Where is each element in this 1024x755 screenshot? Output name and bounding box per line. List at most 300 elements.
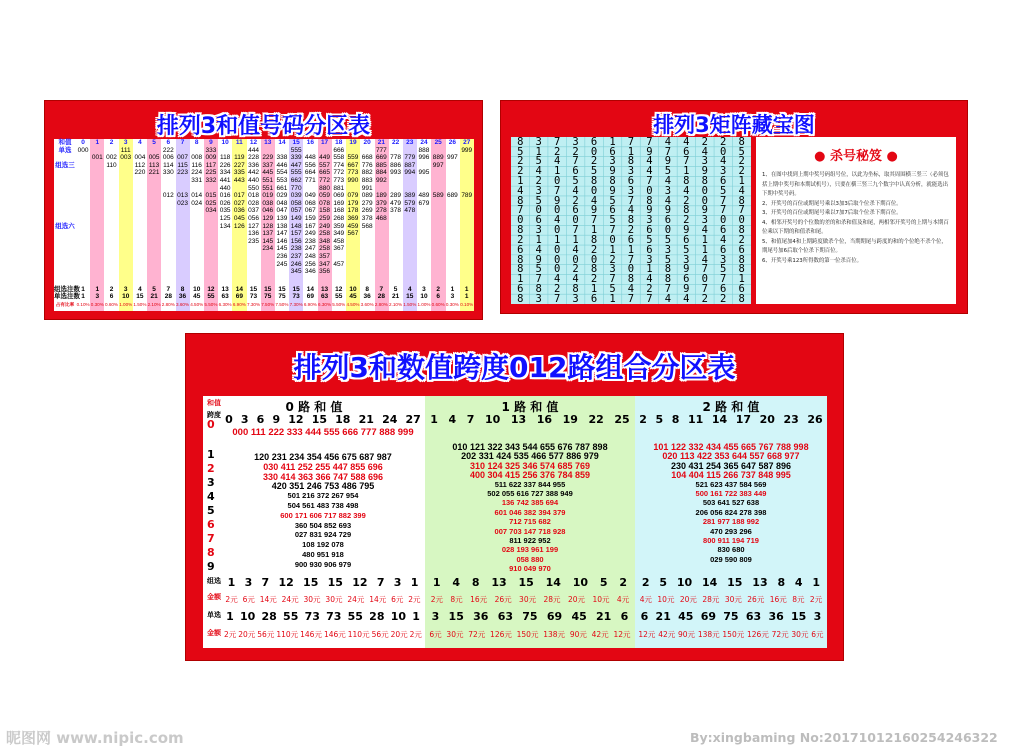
span-label: 0 — [207, 418, 215, 431]
matrix-title: 排列3矩阵藏宝图 — [653, 113, 815, 137]
group-counts-cell: 4 — [794, 576, 803, 589]
combo-cell: 179 — [347, 199, 359, 207]
matrix-cell: 6 — [572, 204, 579, 217]
combo-cell — [119, 230, 133, 238]
combo-cell — [218, 230, 232, 238]
row-label: 单选注数 — [54, 293, 80, 301]
matrix-cell: 7 — [646, 292, 653, 305]
shares-cell: 2.10% — [389, 301, 403, 307]
combo-cell — [133, 238, 147, 246]
matrix-cell: 4 — [646, 155, 653, 168]
combo-row: 028 193 961 199 — [501, 545, 559, 555]
group-costs-cell: 10元 — [592, 595, 610, 604]
matrix-cell: 3 — [683, 253, 690, 266]
tip-item: 1、在图中找到上期中奖号码组号位，以此为坐标，取其周围横三竖三（必须包括上期中奖号和本期试机号），只要在横三竖三九个数字中认真分析，就能选出下期中奖号码。 — [762, 172, 949, 197]
combo-cell: 034 — [205, 207, 217, 215]
combo-cell — [147, 192, 161, 200]
group-costs-cell: 30元 — [303, 595, 321, 604]
combo-cell: 045 — [233, 214, 245, 222]
matrix-cell: 0 — [738, 214, 745, 227]
matrix-cell: 5 — [535, 194, 542, 207]
combo-cell — [445, 245, 459, 253]
combo-cell — [459, 268, 474, 276]
single-counts-cell: 28 — [369, 610, 385, 623]
sum-header-cell: 3 — [123, 139, 128, 146]
combo-cell: 339 — [290, 154, 302, 162]
combo-cell — [76, 223, 90, 231]
combo-cell: 169 — [333, 199, 345, 207]
combo-cell: 553 — [276, 176, 288, 184]
matrix-cell: 2 — [609, 253, 616, 266]
combo-cell — [76, 185, 90, 193]
combo-cell: 557 — [319, 161, 330, 169]
group_counts-cell: 1 — [464, 285, 469, 293]
combo-cell — [76, 207, 90, 215]
combo-cell: 887 — [404, 161, 416, 169]
combo-cell: 558 — [333, 154, 345, 162]
combo-cell — [218, 147, 232, 155]
combo-cell — [388, 253, 402, 261]
matrix-cell: 3 — [609, 263, 616, 276]
combo-cell — [90, 261, 104, 269]
single-counts-cell: 73 — [304, 610, 320, 623]
combo-cell — [459, 215, 474, 223]
matrix-cell: 0 — [646, 184, 653, 197]
matrix-cell: 2 — [590, 273, 598, 286]
matrix-cell: 9 — [683, 263, 690, 276]
combo-cell — [175, 268, 189, 276]
matrix-cell: 6 — [609, 145, 616, 158]
sum-header-cell: 1 — [95, 139, 100, 146]
combo-cell — [360, 261, 374, 269]
single-costs-cell: 30元 — [446, 630, 464, 639]
group-counts-cell: 7 — [261, 576, 270, 589]
combo-cell: 156 — [290, 237, 302, 245]
combo-cell — [175, 230, 189, 238]
sum-header-cell: 8 — [194, 139, 199, 146]
matrix-cell: 8 — [609, 175, 616, 187]
group-counts-cell: 15 — [727, 576, 743, 589]
matrix-cell: 8 — [664, 263, 672, 276]
combo-cell: 330 — [162, 169, 174, 177]
combo-cell — [232, 253, 246, 261]
group_costs-row — [223, 594, 423, 605]
combo-cell — [190, 230, 204, 238]
combo-cell — [374, 245, 388, 253]
matrix-cell: 0 — [720, 145, 727, 158]
matrix-cell: 0 — [701, 273, 708, 286]
combo-cell: 444 — [248, 146, 259, 154]
combo-cell — [76, 162, 90, 170]
group-costs-cell: 2元 — [225, 595, 238, 604]
combo-cell — [119, 185, 133, 193]
combo-cell — [161, 223, 175, 231]
combo-cell — [147, 268, 161, 276]
combo-row: 281 977 188 992 — [702, 517, 760, 527]
sum-header-cell: 11 — [235, 139, 243, 146]
shares-cell: 1.50% — [403, 301, 417, 307]
combo-cell — [417, 245, 431, 253]
combo-cell: 345 — [290, 268, 302, 276]
combo-cell: 228 — [248, 154, 259, 162]
matrix-cell: 0 — [590, 253, 598, 266]
group-counts-cell: 5 — [599, 576, 608, 589]
group-counts-cell: 15 — [327, 576, 343, 589]
single-counts-cell: 69 — [700, 610, 717, 623]
single_counts-cell: 10 — [122, 293, 130, 301]
matrix-cell: 3 — [720, 165, 727, 178]
single-counts-cell: 45 — [571, 610, 587, 623]
group-costs-cell: 30元 — [325, 595, 343, 604]
combo-cell — [374, 253, 388, 261]
combo-row: 104 404 115 266 737 848 995 — [671, 470, 791, 481]
matrix-cell: 2 — [738, 233, 745, 246]
combo-cell: 997 — [446, 154, 458, 162]
matrix-cell: 8 — [590, 233, 598, 246]
combo-cell — [403, 238, 417, 246]
group_counts-cell: 5 — [152, 285, 156, 293]
matrix-cell: 4 — [701, 253, 708, 266]
combo-cell: 278 — [375, 207, 387, 215]
combo-row — [54, 200, 474, 208]
combo-cell: 568 — [361, 222, 373, 230]
combo-cell: 334 — [219, 169, 231, 177]
single-costs-cell: 150元 — [722, 630, 745, 639]
combo-cell — [403, 215, 417, 223]
single-costs-cell: 138元 — [543, 630, 566, 639]
sum-header-cell: 20 — [363, 139, 371, 146]
combo-cell: 332 — [205, 176, 217, 184]
sum-value: 20 — [759, 413, 775, 426]
combo-cell: 269 — [361, 207, 373, 215]
combo-cell: 119 — [234, 154, 245, 162]
combo-cell: 046 — [262, 207, 274, 215]
combo-cell — [445, 200, 459, 208]
matrix-cell: 4 — [701, 224, 708, 237]
matrix-cell: 1 — [572, 233, 579, 246]
combo-cell — [445, 207, 459, 215]
section-sum-values — [635, 413, 827, 426]
spacer-row — [54, 276, 474, 286]
matrix-cell: 7 — [701, 263, 708, 276]
matrix-cell: 1 — [535, 233, 542, 246]
combo-cell — [431, 245, 445, 253]
combo-cell: 024 — [191, 199, 203, 207]
sum-header-cell: 19 — [349, 139, 357, 146]
matrix-cell: 4 — [720, 155, 727, 168]
combo-cell: 248 — [304, 252, 316, 260]
combo-cell — [232, 238, 246, 246]
combo-cell — [204, 261, 218, 269]
combo-cell — [332, 268, 346, 276]
combo-cell — [76, 215, 90, 223]
matrix-cell: 7 — [517, 204, 524, 217]
matrix-cell: 9 — [590, 204, 598, 217]
combo-cell — [161, 238, 175, 246]
sum-value: 18 — [335, 413, 351, 426]
single-costs-cell: 110元 — [347, 630, 370, 639]
combo-cell: 225 — [205, 169, 217, 177]
matrix-cell: 3 — [609, 155, 616, 168]
matrix-cell: 3 — [572, 292, 579, 305]
combo-cell: 129 — [262, 214, 274, 222]
group-counts-cell: 4 — [452, 576, 461, 589]
combo-cell — [119, 215, 133, 223]
single_counts-cell: 15 — [136, 293, 144, 301]
group_counts-cell: 7 — [379, 285, 384, 293]
matrix-cell: 1 — [701, 243, 708, 256]
single-costs-cell: 138元 — [697, 630, 720, 639]
combo-row: 058 880 — [516, 554, 544, 564]
combo-cell — [388, 185, 402, 193]
combo-cell: 224 — [191, 169, 203, 177]
group_counts-cell: 15 — [249, 285, 258, 293]
row-label — [54, 253, 76, 261]
matrix-cell: 8 — [517, 224, 524, 237]
combo-cell: 442 — [248, 169, 259, 177]
combo-cell: 037 — [248, 207, 259, 215]
group_counts-cell: 10 — [349, 285, 357, 293]
combo-cell: 113 — [148, 161, 160, 169]
group_counts-cell: 10 — [193, 285, 201, 293]
matrix-cell: 3 — [664, 243, 672, 256]
combo-cell — [388, 177, 402, 185]
combo-cell: 115 — [177, 161, 188, 169]
group_counts-cell: 2 — [436, 285, 440, 293]
matrix-cell: 0 — [701, 184, 708, 197]
matrix-cell: 4 — [535, 165, 542, 178]
matrix-cell: 8 — [517, 253, 524, 266]
combo-cell: 018 — [248, 192, 259, 200]
sum-header-cell: 6 — [166, 139, 171, 146]
combo-cell — [133, 185, 147, 193]
combo-cell — [90, 230, 104, 238]
combo-cell — [190, 207, 204, 215]
matrix-cell: 0 — [609, 233, 616, 246]
combo-cell — [403, 223, 417, 231]
combo-cell — [218, 261, 232, 269]
row-label — [54, 207, 76, 215]
combo-cell: 246 — [290, 260, 302, 268]
combo-cell: 148 — [290, 222, 302, 230]
matrix-cell: 6 — [683, 273, 690, 286]
matrix-cell: 2 — [517, 165, 524, 178]
combo-cell: 667 — [347, 161, 359, 169]
combo-cell: 139 — [276, 214, 288, 222]
matrix-cell: 3 — [535, 292, 542, 305]
combo-row: 310 124 325 346 574 685 769 — [469, 460, 591, 471]
combo-cell — [133, 207, 147, 215]
combo-cell — [346, 261, 360, 269]
group_costs-row — [427, 594, 633, 605]
matrix-cell: 2 — [683, 194, 690, 207]
combo-row — [54, 253, 474, 261]
combo-cell — [76, 200, 90, 208]
single-costs-cell: 72元 — [771, 630, 789, 639]
combo-cell — [76, 253, 90, 261]
single_counts-cell: 69 — [306, 293, 314, 301]
group-counts-cell: 1 — [410, 576, 419, 589]
combo-cell: 227 — [233, 161, 245, 169]
tips-title: ● 杀号秘笈 ● — [756, 145, 956, 164]
combo-cell — [190, 261, 204, 269]
combo-cell — [119, 169, 133, 177]
combo-cell — [190, 253, 204, 261]
shares-cell: 4.50% — [346, 301, 360, 307]
combo-cell — [175, 261, 189, 269]
matrix-cell: 8 — [664, 273, 672, 286]
combo-cell — [431, 238, 445, 246]
combo-cell: 015 — [205, 192, 217, 200]
matrix-cell: 5 — [609, 283, 616, 296]
single_counts-cell: 6 — [436, 293, 440, 301]
matrix-cell: 9 — [646, 204, 653, 217]
combo-cell: 068 — [304, 199, 316, 207]
watermark-right: By:xingbaming No:20171012160254246322 — [690, 730, 998, 745]
single-counts-cell: 28 — [261, 610, 277, 623]
shares-cell: 0.30% — [90, 301, 104, 307]
sum-value: 12 — [288, 413, 304, 426]
sum-value: 26 — [807, 413, 823, 426]
shares-cell: 0.10% — [460, 301, 474, 307]
matrix-cell: 8 — [738, 194, 745, 207]
combo-cell: 126 — [233, 222, 245, 230]
combo-cell — [104, 223, 118, 231]
span-label: 9 — [207, 560, 215, 573]
sum-header-cell: 7 — [180, 139, 185, 146]
combo-cell — [90, 215, 104, 223]
shares-cell: 4.50% — [190, 301, 204, 307]
combo-cell: 550 — [248, 184, 259, 192]
combo-cell — [417, 223, 431, 231]
combo-cell: 069 — [333, 192, 345, 200]
span-label: 7 — [207, 532, 215, 545]
sum-value: 15 — [311, 413, 328, 426]
combo-row: 503 641 527 638 — [702, 498, 760, 508]
combo-row — [54, 162, 474, 170]
matrix-cell: 6 — [664, 214, 672, 227]
combo-row: 010 121 322 343 544 655 676 787 898 — [452, 442, 608, 452]
combo-cell — [246, 253, 260, 261]
combo-cell — [147, 230, 161, 238]
matrix-cell: 6 — [720, 283, 727, 296]
combo-row — [54, 192, 474, 200]
single-costs-cell: 12元 — [613, 630, 631, 639]
row-label — [54, 230, 76, 238]
route-combo-title: 排列3和数值跨度012路组合分区表 — [293, 351, 736, 384]
group-amount-label: 金额 — [207, 593, 221, 601]
shares-cell: 2.80% — [374, 301, 388, 307]
combo-row: 136 742 385 694 — [501, 498, 559, 508]
matrix-cell: 4 — [664, 135, 672, 148]
combo-cell: 357 — [319, 252, 330, 260]
combo-cell: 025 — [205, 199, 217, 207]
matrix-cell: 2 — [572, 263, 579, 276]
single-counts-cell: 75 — [522, 610, 538, 623]
combo-cell: 249 — [319, 222, 330, 230]
combo-cell — [204, 223, 218, 231]
combo-row: 420 351 246 753 486 795 — [271, 481, 375, 492]
combo-cell — [303, 185, 317, 193]
tip-item: 2、开奖号的百位或期尾号乘以3加3后取个位杀下期百位。 — [762, 200, 902, 207]
combo-cell — [175, 253, 189, 261]
shares-cell: 6.90% — [232, 301, 246, 307]
combo-cell — [119, 253, 133, 261]
matrix-cell: 2 — [683, 214, 690, 227]
sum-header-cell: 26 — [448, 139, 456, 146]
combo-cell — [346, 268, 360, 276]
combo-row: 029 590 809 — [710, 554, 752, 564]
combo-cell: 880 — [319, 184, 330, 192]
combo-cell: 772 — [319, 176, 330, 184]
combo-cell — [417, 261, 431, 269]
group-costs-cell: 20元 — [567, 595, 586, 604]
group_counts-cell: 1 — [450, 285, 455, 293]
shares-cell: 0.30% — [445, 301, 459, 307]
matrix-cell: 0 — [553, 243, 561, 256]
matrix-cell: 9 — [683, 283, 690, 296]
combo-cell: 247 — [304, 245, 316, 253]
group-costs-cell: 10元 — [657, 595, 675, 604]
combo-cell — [133, 268, 147, 276]
combo-cell — [76, 268, 90, 276]
combo-cell — [317, 147, 331, 155]
shares-cell: 7.50% — [261, 301, 275, 307]
single-costs-cell: 6元 — [811, 630, 824, 639]
matrix-cell: 2 — [535, 175, 542, 187]
corner-sum-label: 和值 — [207, 399, 221, 407]
combo-cell — [374, 230, 388, 238]
combo-cell: 059 — [319, 192, 330, 200]
combo-cell: 000 — [77, 146, 89, 154]
matrix-cell: 4 — [590, 194, 598, 207]
combo-row: 601 046 382 394 379 — [494, 507, 566, 517]
single-costs-cell: 20元 — [238, 630, 256, 639]
combo-cell — [346, 253, 360, 261]
combo-cell — [133, 253, 147, 261]
matrix-cell: 0 — [572, 253, 579, 266]
sum-header-cell: 5 — [152, 139, 156, 146]
single-counts-cell: 21 — [596, 610, 612, 623]
combo-cell — [388, 215, 402, 223]
single-costs-cell: 72元 — [468, 630, 486, 639]
combo-cell — [147, 253, 161, 261]
matrix-cell: 8 — [590, 263, 598, 276]
matrix-cell: 4 — [701, 145, 708, 158]
combo-cell — [76, 230, 90, 238]
combo-cell: 881 — [333, 184, 345, 192]
matrix-cell: 2 — [701, 292, 708, 305]
combo-cell: 567 — [347, 230, 359, 238]
matrix-cell: 5 — [664, 233, 672, 246]
group_counts-cell: 15 — [292, 285, 300, 293]
matrix-cell: 8 — [627, 155, 635, 168]
combo-cell — [175, 238, 189, 246]
single_counts-cell: 55 — [207, 293, 215, 301]
combo-cell: 038 — [262, 199, 274, 207]
combo-cell — [104, 268, 118, 276]
combo-cell — [431, 253, 445, 261]
tip-item: 5、和值尾加4和上期跨度做杀个位，当期期尾与跨度的和的个位绝不杀个位，期尾号加6后取个位杀下期百位。 — [762, 238, 947, 254]
combo-cell: 338 — [276, 154, 288, 162]
combo-cell: 114 — [163, 161, 174, 169]
row-label: 占有比率 — [55, 301, 75, 307]
single_counts-cell: 55 — [335, 293, 343, 301]
combo-cell — [459, 169, 474, 177]
combo-cell: 666 — [333, 146, 345, 154]
matrix-cell: 8 — [646, 194, 653, 207]
row-label — [54, 177, 76, 185]
